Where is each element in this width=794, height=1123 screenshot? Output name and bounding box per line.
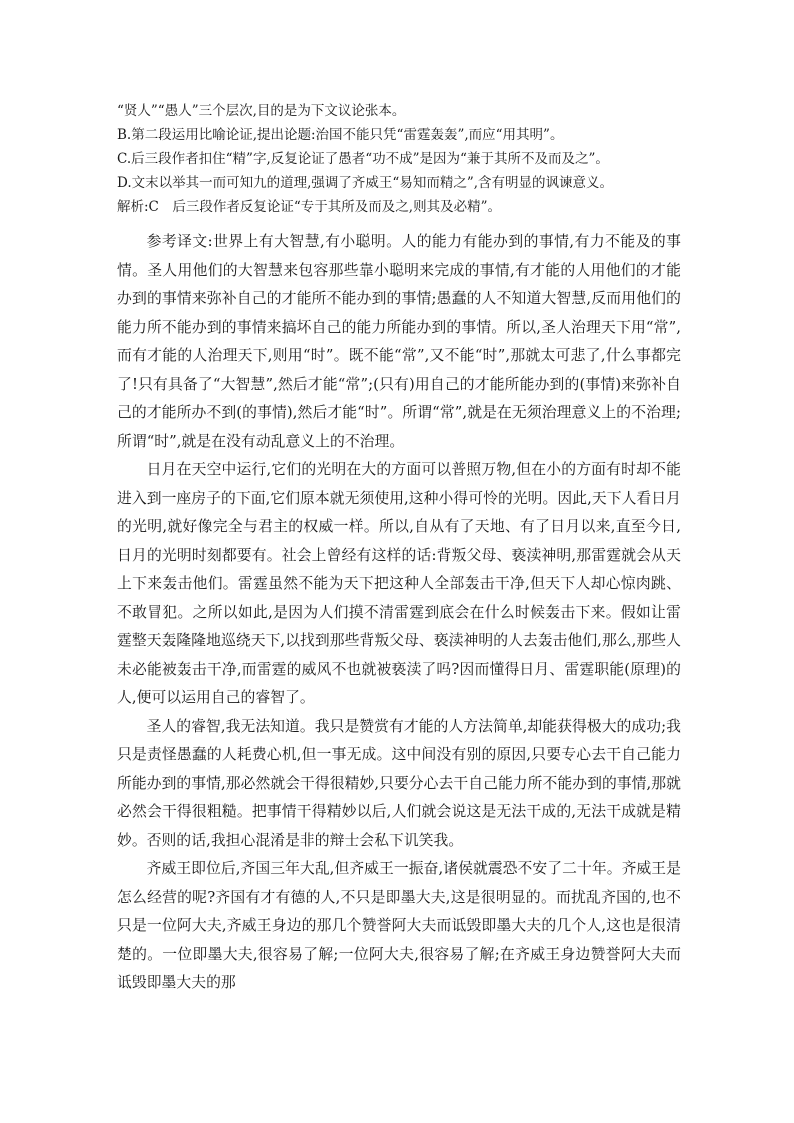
translation-paragraph: 圣人的睿智,我无法知道。我只是赞赏有才能的人方法简单,却能获得极大的成功;我只是责怪愚蠢的人耗费心机,但一事无成。这中间没有别的原因,只要专心去干自己能力所能办到的事情,那必然就会干得很精妙,只要分心去干自己能力所不能办到的事情,那就必然会干得很粗糙。把事情干得精妙以后,人们就会说这是无法干成的,无法干成就是精妙。否则的话,我担心混淆是非的辩士会私下讥笑我。 [117,717,681,849]
option-a-continuation: “贤人”“愚人”三个层次,目的是为下文议论张本。 [117,103,406,119]
translation-paragraph: 日月在天空中运行,它们的光明在大的方面可以普照万物,但在小的方面有时却不能进入到一座房子的下面,它们原本就无须使用,这种小得可怜的光明。因此,天下人看日月的光明,就好像完全与君主的权威一样。所以,自从有了天地、有了日月以来,直至今日,日月的光明时刻都要有。社会上曾经有这样的话:背叛父母、亵渎神明,那雷霆就会从天上下来轰击他们。雷霆虽然不能为天下把这种人全部轰击干净,但天下人却心惊肉跳、不敢冒犯。之所以如此,是因为人们摸不清雷霆到底会在什么时候轰击下来。假如让雷霆整天轰隆隆地巡绕天下,以找到那些背叛父母、亵渎神明的人去轰击他们,那么,那些人未必能被轰击干净,而雷霆的威风不也就被亵渎了吗?因而懂得日月、雷霆职能(原理)的人,便可以运用自己的睿智了。 [117,461,681,706]
translation-paragraph: 参考译文:世界上有大智慧,有小聪明。人的能力有能办到的事情,有力不能及的事情。圣人用他们的大智慧来包容那些靠小聪明来完成的事情,有才能的人用他们的才能办到的事情来弥补自己的才能所不能办到的事情;愚蠢的人不知道大智慧,反而用他们的能力所不能办到的事情来搞坏自己的能力所能办到的事情。所以,圣人治理天下用“常”,而有才能的人治理天下,则用“时”。既不能“常”,又不能“时”,那就太可悲了,什么事都完了!只有具备了“大智慧”,然后才能“常”;(只有)用自己的才能所能办到的(事情)来弥补自己的才能所办不到(的事情),然后才能“时”。所谓“常”,就是在无须治理意义上的不治理;所谓“时”,就是在没有动乱意义上的不治理。 [117,233,681,450]
option-d: D.文末以举其一而可知九的道理,强调了齐威王“易知而精之”,含有明显的讽谏意义。 [117,175,614,191]
answer-explanation: 解析:C 后三段作者反复论证“专于其所及而及之,则其及必精”。 [117,199,501,215]
document-page [117,102,681,998]
option-c: C.后三段作者扣住“精”字,反复论证了愚者“功不成”是因为“兼于其所不及而及之”。 [117,151,609,167]
option-b: B.第二段运用比喻论证,提出论题:治国不能只凭“雷霆轰轰”,而应“用其明”。 [117,127,564,143]
translation-paragraph: 齐威王即位后,齐国三年大乱,但齐威王一振奋,诸侯就震恐不安了二十年。齐威王是怎么经营的呢?齐国有才有德的人,不只是即墨大夫,这是很明显的。而扰乱齐国的,也不只是一位阿大夫,齐威王身边的那几个赞誉阿大夫而诋毁即墨大夫的几个人,这也是很清楚的。一位即墨大夫,很容易了解;一位阿大夫,很容易了解;在齐威王身边赞誉阿大夫而诋毁即墨大夫的那 [117,860,681,991]
